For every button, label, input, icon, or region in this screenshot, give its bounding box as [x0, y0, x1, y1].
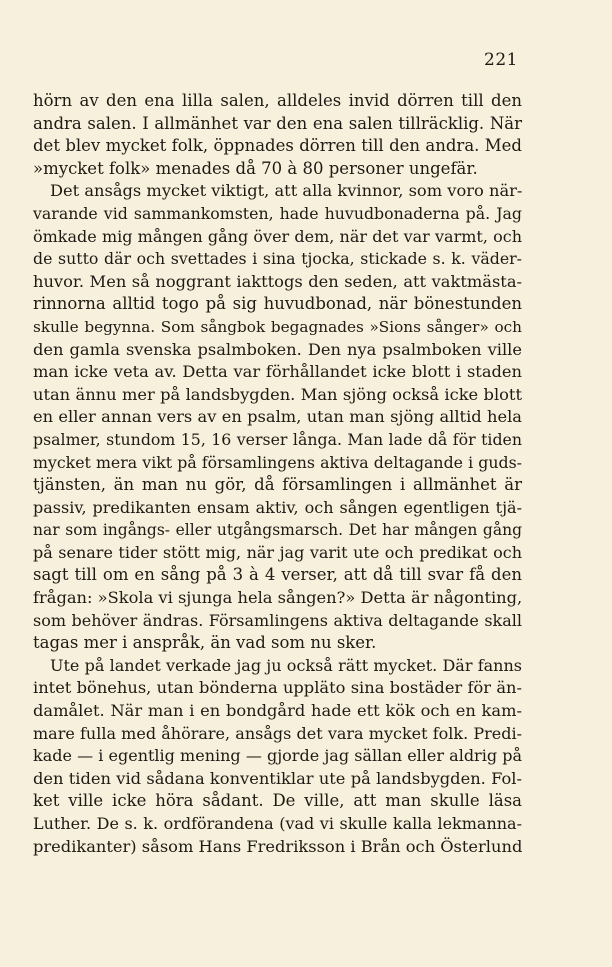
text-line: hörn av den ena lilla salen, alldeles invid dörren till den	[33, 91, 522, 110]
text-line: de sutto där och svettades i sina tjocka, stickade s. k. väder-	[33, 249, 522, 269]
text-line: utan ännu mer på landsbygden. Man sjöng också icke blott	[33, 384, 522, 404]
text-line: tagas mer i anspråk, än vad som nu sker.	[33, 633, 377, 653]
text-line: mare fulla med åhörare, ansågs det vara mycket folk. Predi-	[33, 723, 522, 743]
text-line: passiv, predikanten ensam aktiv, och sången egentligen tjä-	[33, 497, 522, 517]
text-line: en eller annan vers av en psalm, utan man sjöng alltid hela	[33, 407, 522, 427]
text-line: skulle begynna. Som sångbok begagnades »Sions sånger» och	[33, 317, 522, 336]
text-line: ömkade mig mången gång över dem, när det var varmt, och	[33, 226, 522, 246]
text-line: på senare tider stött mig, när jag varit ute och predikat och	[33, 542, 522, 562]
text-line: tjänsten, än man nu gör, då församlingen i allmänhet är	[33, 475, 522, 495]
text-line: nar som ingångs- eller utgångsmarsch. Det har mången gång	[33, 521, 522, 540]
text-line: det blev mycket folk, öppnades dörren till den andra. Med	[33, 136, 522, 156]
text-line: frågan: »Skola vi sjunga hela sången?» Detta är någonting,	[33, 588, 523, 608]
text-line: mycket mera vikt på församlingens aktiva deltagande i guds-	[33, 452, 522, 472]
text-line: intet bönehus, utan bönderna uppläto sina bostäder för än-	[33, 678, 522, 698]
text-line: Ute på landet verkade jag ju också rätt mycket. Där fanns	[50, 655, 522, 675]
text-line: rinnorna alltid togo på sig huvudbonad, när bönestunden	[33, 294, 522, 314]
text-line: den tiden vid sådana konventiklar ute på landsbygden. Fol-	[33, 768, 522, 788]
text-line: huvor. Men så noggrant iakttogs den seden, att vaktmästa-	[33, 271, 522, 291]
text-line: Det ansågs mycket viktigt, att alla kvinnor, som voro när-	[50, 181, 523, 201]
text-line: andra salen. I allmänhet var den ena salen tillräcklig. När	[33, 113, 522, 133]
text-line: ket ville icke höra sådant. De ville, att man skulle läsa	[33, 791, 522, 811]
text-line: predikanter) såsom Hans Fredriksson i Brån och Österlund	[33, 836, 523, 856]
text-line: psalmer, stundom 15, 16 verser långa. Man lade då för tiden	[33, 429, 522, 449]
body-text	[33, 90, 522, 858]
text-line: varande vid sammankomsten, hade huvudbonaderna på. Jag	[33, 203, 522, 223]
text-line: man icke veta av. Detta var förhållandet icke blott i staden	[33, 362, 522, 382]
text-line: kade — i egentlig mening — gjorde jag sällan eller aldrig på	[33, 746, 522, 766]
text-line: sagt till om en sång på 3 à 4 verser, att då till svar få den	[33, 565, 522, 585]
text-line: som behöver ändras. Församlingens aktiva deltagande skall	[33, 610, 522, 630]
text-line: »mycket folk» menades då 70 à 80 personer ungefär.	[33, 158, 478, 178]
page-number: 221	[484, 50, 518, 70]
text-line: Luther. De s. k. ordförandena (vad vi skulle kalla lekmanna-	[33, 814, 522, 833]
text-line: den gamla svenska psalmboken. Den nya psalmboken ville	[33, 339, 522, 359]
text-line: damålet. När man i en bondgård hade ett kök och en kam-	[33, 701, 522, 721]
